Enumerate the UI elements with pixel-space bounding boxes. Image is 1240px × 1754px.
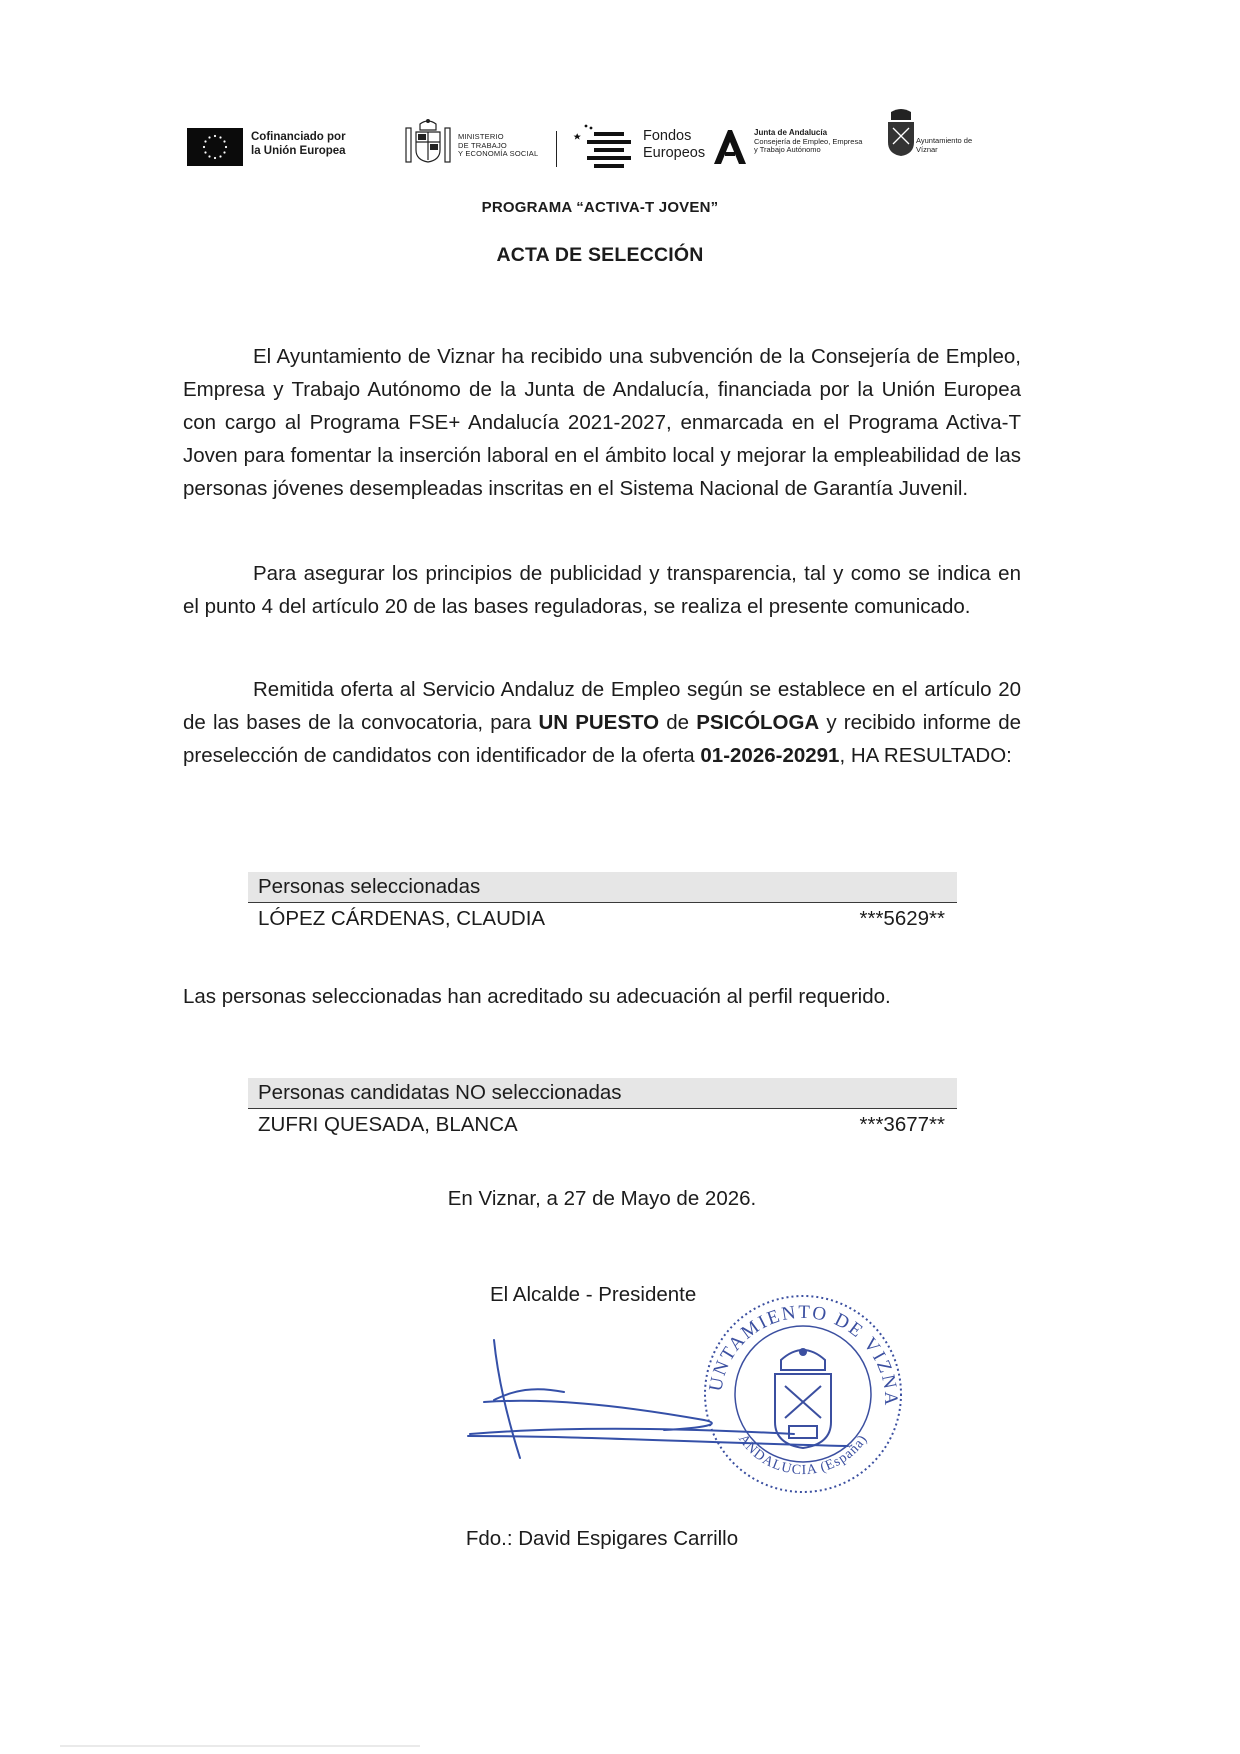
junta-andalucia-text: Junta de Andalucía Consejería de Empleo, Empresa y Trabajo Autónomo — [754, 128, 863, 154]
program-title: PROGRAMA “ACTIVA-T JOVEN” — [481, 199, 719, 216]
table-row — [248, 903, 957, 935]
fondos-europeos-text: Fondos Europeos — [643, 128, 706, 161]
profile-note: Las personas seleccionadas han acreditado su adecuación al perfil requerido. — [183, 985, 891, 1008]
selected-table — [248, 872, 957, 935]
junta-andalucia-icon — [712, 130, 748, 164]
paragraph-offer: Remitida oferta al Servicio Andaluz de Empleo según se establece en el artículo 20 de las bases de la convocatoria, para UN PUESTO de PSICÓLOGA y recibido informe de preselección de candidatos con identificador de la oferta 01-2026-20291, HA RESULTADO: — [183, 678, 1022, 767]
paragraph-subsidy: El Ayuntamiento de Viznar ha recibido una subvención de la Consejería de Empleo, Empresa y Trabajo Autónomo de la Junta de Andalucía, financiada por la Unión Europea con cargo al Programa FSE+ Andalucía 2021-2027, enmarcada en el Programa Activa-T Joven para fomentar la inserción laboral en el ámbito local y mejorar la empleabilidad de las personas jóvenes desempleadas inscritas en el Sistema Nacional de Garantía Juvenil. — [183, 345, 1021, 500]
candidate-id: ***3677** — [859, 1113, 945, 1136]
fondos-europeos-icon — [572, 122, 638, 168]
place-date: En Viznar, a 27 de Mayo de 2026. — [447, 1187, 757, 1210]
signer-role: El Alcalde - Presidente — [490, 1283, 697, 1306]
viznar-text: Ayuntamiento de Víznar — [916, 136, 973, 154]
position-title: PSICÓLOGA — [696, 711, 820, 734]
selected-table-header: Personas seleccionadas — [248, 872, 957, 903]
not-selected-table-header: Personas candidatas NO seleccionadas — [248, 1078, 957, 1109]
not-selected-table — [248, 1078, 957, 1141]
positions-count: UN PUESTO — [538, 711, 660, 734]
spain-coat-of-arms-icon — [402, 118, 454, 168]
paragraph-transparency: Para asegurar los principios de publicidad y transparencia, tal y como se indica en el punto 4 del artículo 20 de las bases reguladoras, se realiza el presente comunicado. — [183, 562, 1021, 618]
offer-id: 01-2026-20291 — [700, 744, 840, 767]
scan-artifact-line — [60, 1745, 420, 1747]
eu-flag-logo — [187, 128, 243, 166]
candidate-name: ZUFRI QUESADA, BLANCA — [258, 1113, 518, 1136]
logo-separator — [556, 131, 557, 167]
eu-cofinanced-text: Cofinanciado por la Unión Europea — [251, 131, 346, 157]
document-title: ACTA DE SELECCIÓN — [496, 244, 704, 266]
viznar-shield-icon — [885, 108, 917, 158]
svg-text:AYUNTAMIENTO DE VIZNAR: UNTAMIENTO DE VIZNA — [705, 1301, 902, 1408]
table-row — [248, 1109, 957, 1141]
svg-text:ANDALUCIA (España): ANDALUCIA (España) — [735, 1431, 871, 1479]
ministry-text: MINISTERIO DE TRABAJO Y ECONOMÍA SOCIAL — [458, 132, 539, 158]
signature-scribble — [464, 1330, 864, 1460]
candidate-id: ***5629** — [859, 907, 945, 930]
candidate-name: LÓPEZ CÁRDENAS, CLAUDIA — [258, 907, 546, 930]
signer-name: Fdo.: David Espigares Carrillo — [465, 1527, 739, 1550]
